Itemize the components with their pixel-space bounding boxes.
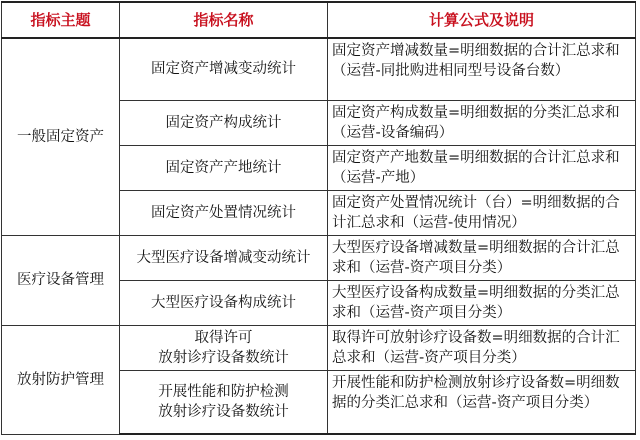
table-row — [2, 38, 636, 100]
indicator-name — [120, 370, 328, 434]
indicator-name — [120, 325, 328, 370]
theme-cell-radiation-protection: 放射防护管理 — [2, 325, 120, 434]
header-formula: 计算公式及说明 — [328, 2, 636, 38]
indicator-name: 固定资产增减变动统计 — [120, 38, 328, 100]
indicator-name: 固定资产产地统计 — [120, 145, 328, 190]
indicator-name: 大型医疗设备增减变动统计 — [120, 235, 328, 280]
indicator-formula: 固定资产产地数量=明细数据的合计汇总求和（运营-产地） — [328, 145, 636, 190]
indicator-formula: 固定资产处置情况统计（台）=明细数据的合计汇总求和（运营-使用情况） — [328, 190, 636, 235]
indicator-formula: 开展性能和防护检测放射诊疗设备数=明细数据的分类汇总求和（运营-资产项目分类） — [328, 370, 636, 434]
indicator-name-line1: 取得许可 — [194, 329, 253, 346]
theme-cell-general-assets: 一般固定资产 — [2, 38, 120, 235]
indicator-name-line2: 放射诊疗设备数统计 — [158, 349, 289, 366]
indicator-formula: 取得许可放射诊疗设备数=明细数据的合计汇总求和（运营-资产项目分类） — [328, 325, 636, 370]
indicator-formula: 大型医疗设备增减数量=明细数据的合计汇总求和（运营-资产项目分类） — [328, 235, 636, 280]
indicator-formula: 固定资产增减数量=明细数据的合计汇总求和（运营-同批购进相同型号设备台数） — [328, 38, 636, 100]
indicator-name: 大型医疗设备构成统计 — [120, 280, 328, 325]
header-name: 指标名称 — [120, 2, 328, 38]
table-row — [2, 235, 636, 280]
indicator-name: 固定资产构成统计 — [120, 100, 328, 145]
indicator-name-line1: 开展性能和防护检测 — [158, 383, 289, 400]
indicator-table-wrapper — [1, 1, 636, 435]
indicator-formula: 大型医疗设备构成数量=明细数据的分类汇总求和（运营-资产项目分类） — [328, 280, 636, 325]
table-row — [2, 325, 636, 370]
indicator-name: 固定资产处置情况统计 — [120, 190, 328, 235]
indicator-name-line2: 放射诊疗设备数统计 — [158, 403, 289, 420]
header-row — [2, 2, 636, 38]
header-theme: 指标主题 — [2, 2, 120, 38]
indicator-table — [1, 1, 636, 435]
indicator-formula: 固定资产构成数量=明细数据的分类汇总求和（运营-设备编码） — [328, 100, 636, 145]
theme-cell-medical-equipment: 医疗设备管理 — [2, 235, 120, 325]
